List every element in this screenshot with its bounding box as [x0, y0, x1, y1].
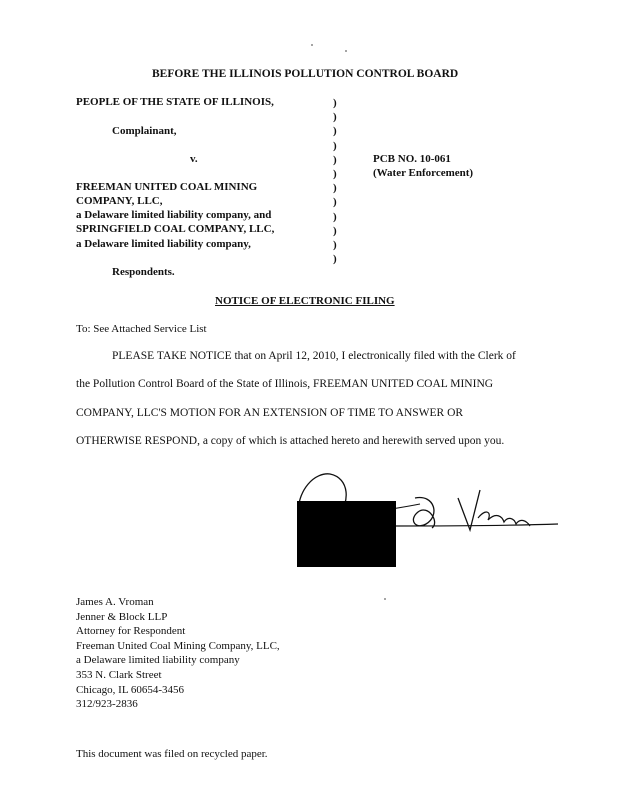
- scan-mark: [384, 598, 386, 600]
- defendant-line: FREEMAN UNITED COAL MINING: [76, 181, 258, 193]
- attorney-name: James A. Vroman: [76, 596, 154, 608]
- body-line: the Pollution Control Board of the State of Illinois, FREEMAN UNITED COAL MINING: [76, 378, 494, 390]
- caption-parens: ) ) ) ) ) ) ) ) ) ) ) ): [333, 97, 337, 266]
- recycled-paper-note: This document was filed on recycled paper.: [76, 748, 268, 760]
- scan-mark: [311, 44, 313, 46]
- to-line: To: See Attached Service List: [76, 323, 207, 335]
- attorney-role: Attorney for Respondent: [76, 625, 186, 638]
- city-state-zip: Chicago, IL 60654-3456: [76, 683, 185, 696]
- defendant-line: a Delaware limited liability company,: [76, 238, 251, 250]
- complainant-label: Complainant,: [112, 125, 177, 137]
- case-number: PCB NO. 10-061: [373, 153, 451, 165]
- law-firm: Jenner & Block LLP: [76, 610, 168, 623]
- body-line: PLEASE TAKE NOTICE that on April 12, 2010, I electronically filed with the Clerk of: [112, 350, 516, 362]
- notice-title: NOTICE OF ELECTRONIC FILING: [215, 295, 395, 307]
- respondents-label: Respondents.: [112, 266, 175, 278]
- signature-block: [76, 595, 280, 712]
- body-line: COMPANY, LLC'S MOTION FOR AN EXTENSION OF TIME TO ANSWER OR: [76, 407, 464, 419]
- phone-number: 312/923-2836: [76, 698, 138, 711]
- street-address: 353 N. Clark Street: [76, 668, 162, 681]
- defendant-line: SPRINGFIELD COAL COMPANY, LLC,: [76, 223, 275, 235]
- body-line: OTHERWISE RESPOND, a copy of which is attached hereto and herewith served upon you.: [76, 435, 505, 447]
- defendant-line: a Delaware limited liability company, and: [76, 209, 272, 221]
- versus-label: v.: [190, 153, 198, 165]
- board-title: BEFORE THE ILLINOIS POLLUTION CONTROL BOARD: [152, 68, 459, 80]
- client-description: a Delaware limited liability company: [76, 654, 240, 667]
- case-type: (Water Enforcement): [373, 167, 474, 179]
- plaintiff-name: PEOPLE OF THE STATE OF ILLINOIS,: [76, 96, 274, 108]
- client-name: Freeman United Coal Mining Company, LLC,: [76, 639, 280, 652]
- defendant-line: COMPANY, LLC,: [76, 195, 163, 207]
- scan-mark: [345, 50, 347, 52]
- redaction-box: [297, 501, 396, 567]
